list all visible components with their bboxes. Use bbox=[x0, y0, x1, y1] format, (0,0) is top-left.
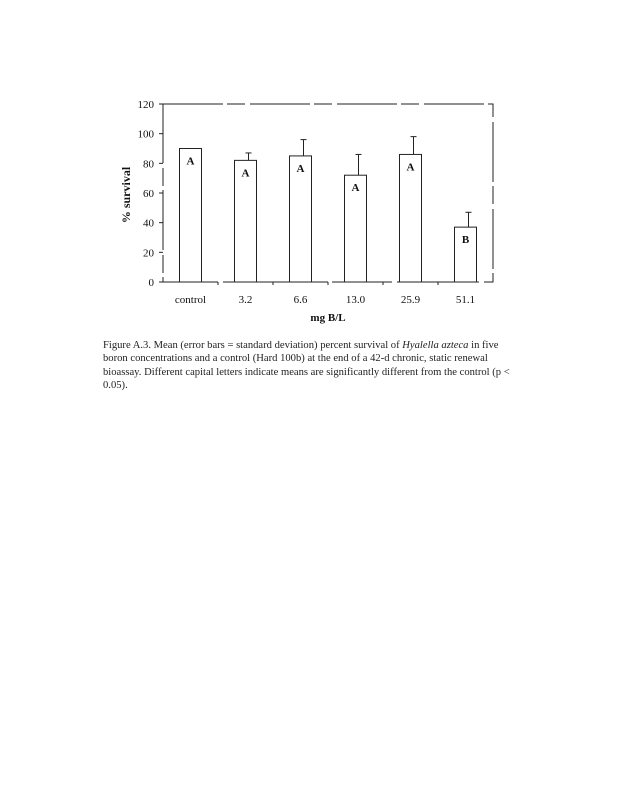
plot-frame bbox=[163, 104, 493, 282]
y-tick-label: 100 bbox=[137, 128, 154, 141]
significance-letter: B bbox=[461, 234, 470, 247]
x-axis-label: mg B/L bbox=[310, 312, 346, 324]
bar bbox=[400, 154, 422, 282]
y-tick-label: 120 bbox=[137, 99, 154, 111]
y-tick-label: 60 bbox=[143, 188, 154, 200]
significance-letter: A bbox=[241, 167, 250, 180]
caption-text-before: Figure A.3. Mean (error bars = standard deviation) percent survival of bbox=[103, 340, 403, 351]
y-axis bbox=[138, 99, 164, 289]
significance-letter: A bbox=[296, 162, 305, 175]
significance-letter: A bbox=[186, 155, 195, 168]
bars bbox=[180, 137, 477, 282]
x-tick-label: 25.9 bbox=[400, 294, 421, 306]
y-tick-label: 0 bbox=[148, 277, 154, 289]
x-tick-label: 3.2 bbox=[238, 294, 253, 306]
significance-letter: A bbox=[406, 161, 415, 174]
caption-text-after: in five boron concentrations and a control (Hard 100b) at the end of a 42-d chronic, static renewal bioassay. Different capital letters indicate means are significantly different from the control (p < 0.05). bbox=[103, 340, 510, 392]
bar bbox=[180, 149, 202, 283]
y-axis-label: % survival bbox=[119, 166, 133, 224]
x-tick-label: 6.6 bbox=[293, 294, 308, 306]
y-tick-label: 20 bbox=[143, 247, 154, 260]
x-tick-label: control bbox=[174, 294, 207, 306]
y-tick-label: 80 bbox=[143, 158, 154, 171]
x-tick-labels bbox=[175, 282, 475, 306]
bar-chart bbox=[0, 0, 619, 340]
x-tick-label: 13.0 bbox=[345, 294, 366, 306]
figure-caption bbox=[103, 339, 521, 393]
significance-letter: A bbox=[351, 182, 360, 195]
x-tick-label: 51.1 bbox=[455, 294, 476, 306]
y-tick-label: 40 bbox=[143, 217, 154, 230]
plot-border bbox=[163, 104, 493, 282]
caption-species-name: Hyalella azteca bbox=[402, 340, 469, 351]
